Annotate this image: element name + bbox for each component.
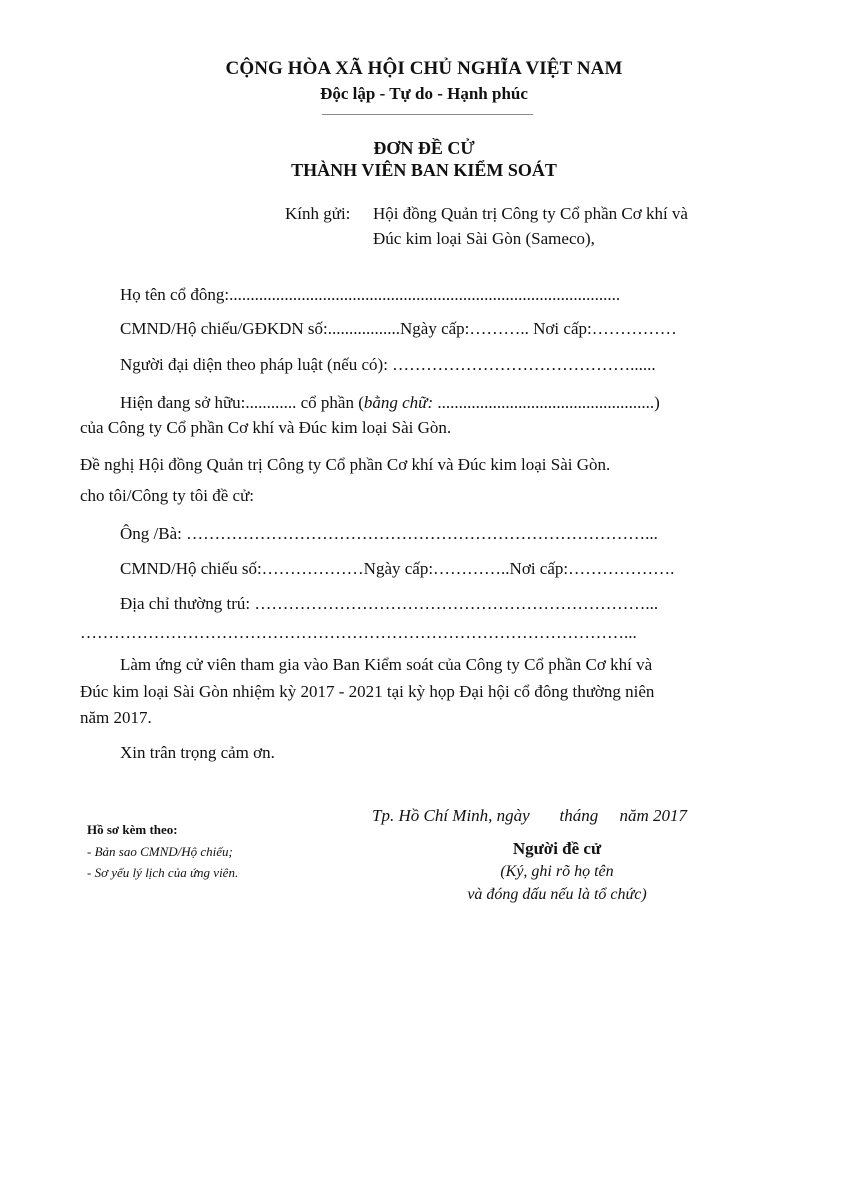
legal-representative-field[interactable]: Người đại diện theo pháp luật (nếu có): ……………………………………...... <box>120 355 656 374</box>
shares-owned-company: của Công ty Cổ phần Cơ khí và Đúc kim loại Sài Gòn. <box>80 418 452 437</box>
closing-text: Xin trân trọng cảm ơn. <box>120 743 275 762</box>
purpose-line-1: Làm ứng cử viên tham gia vào Ban Kiểm soát của Công ty Cổ phần Cơ khí và <box>120 655 653 674</box>
national-motto: Độc lập - Tự do - Hạnh phúc <box>320 84 528 103</box>
document-title: ĐƠN ĐỀ CỬ <box>373 138 475 158</box>
place-and-date: Tp. Hồ Chí Minh, ngày tháng năm 2017 <box>372 806 687 825</box>
attachment-item: - Sơ yếu lý lịch của ứng viên. <box>87 865 239 880</box>
purpose-line-2: Đúc kim loại Sài Gòn nhiệm kỳ 2017 - 2021 tại kỳ họp Đại hội cổ đông thường niên <box>80 682 655 701</box>
nominee-id-field[interactable]: CMND/Hộ chiếu số:………………Ngày cấp:…………..Nơi cấp:………………. <box>120 559 675 578</box>
attachments-heading: Hồ sơ kèm theo: <box>87 822 178 837</box>
nominee-name-field[interactable]: Ông /Bà: ………………………………………………………………………... <box>120 524 658 543</box>
shares-in-words-label: bằng chữ: <box>363 393 434 412</box>
request-line-1: Đề nghị Hội đồng Quản trị Công ty Cổ phần Cơ khí và Đúc kim loại Sài Gòn. <box>80 455 611 474</box>
shares-owned-suffix: ...................................................) <box>433 393 660 412</box>
signer-role: Người đề cử <box>512 839 602 858</box>
signature-instruction-2: và đóng dấu nếu là tổ chức) <box>467 886 647 903</box>
nominee-address-field[interactable]: Địa chỉ thường trú: ……………………………………………………………... <box>120 594 659 613</box>
national-title: CỘNG HÒA XÃ HỘI CHỦ NGHĨA VIỆT NAM <box>225 58 623 79</box>
recipient-line-2: Đúc kim loại Sài Gòn (Sameco), <box>373 229 595 248</box>
request-line-2: cho tôi/Công ty tôi đề cử: <box>80 486 255 505</box>
attachment-item: - Bản sao CMND/Hộ chiếu; <box>87 844 233 859</box>
document-subtitle: THÀNH VIÊN BAN KIỂM SOÁT <box>291 160 557 180</box>
signature-instruction-1: (Ký, ghi rõ họ tên <box>500 863 614 880</box>
shares-owned-field[interactable] <box>120 393 660 413</box>
shareholder-id-field[interactable]: CMND/Hộ chiếu/GĐKDN số:.................Ngày cấp:……….. Nơi cấp:…………… <box>120 319 677 338</box>
purpose-line-3: năm 2017. <box>80 708 152 727</box>
recipient-line-1: Hội đồng Quản trị Công ty Cổ phần Cơ khí và <box>373 204 688 223</box>
nominee-address-continuation[interactable]: ……………………………………………………………………………………... <box>80 623 637 642</box>
shareholder-name-field[interactable]: Họ tên cổ đông:............................................................................................ <box>120 285 621 304</box>
recipient-label: Kính gửi: <box>285 204 351 223</box>
header-divider <box>322 114 533 115</box>
signature-area[interactable] <box>420 910 700 1030</box>
shares-owned-prefix: Hiện đang sở hữu:............ cổ phần ( <box>120 393 364 412</box>
